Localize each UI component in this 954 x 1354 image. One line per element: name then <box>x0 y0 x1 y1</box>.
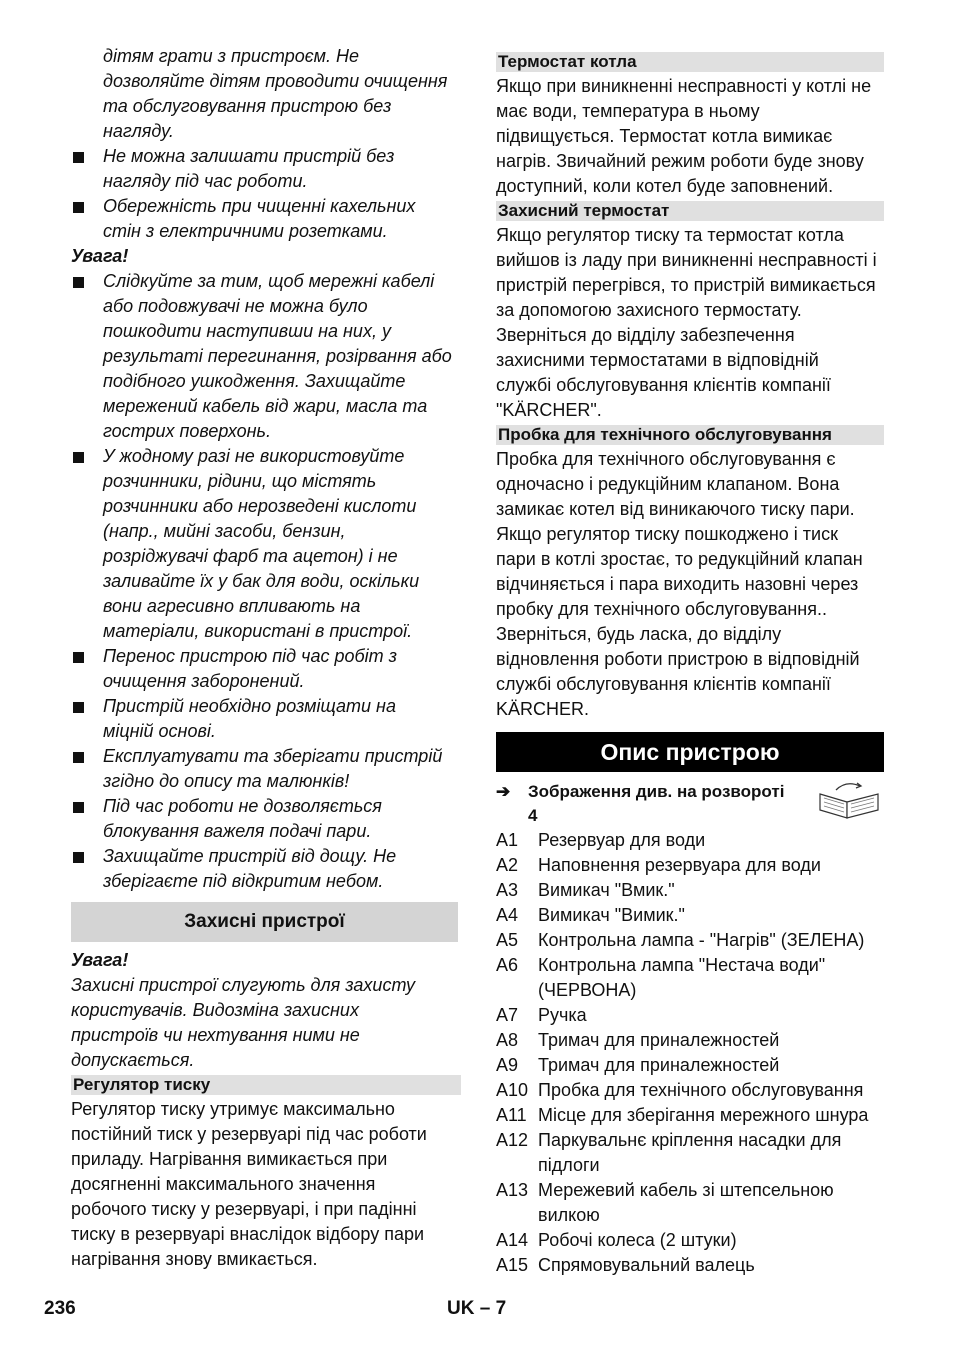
item-code: A4 <box>496 905 519 925</box>
text-line: Зверніться до відділу забезпечення <box>496 325 795 345</box>
item-description <box>538 878 884 903</box>
text-line: зберігаєте під відкритим небом. <box>103 871 384 891</box>
text-line: пошкодити наступивши на них, у <box>103 321 391 341</box>
text-line: Не можна залишати пристрій без <box>103 146 395 166</box>
text-line: Пробка для технічного обслуговування <box>538 1080 864 1100</box>
bullet-item <box>71 794 461 844</box>
text-line: захисними термостатами в відповідній <box>496 350 819 370</box>
text-line: Пробка для технічного обслуговування є <box>496 449 836 469</box>
text-line: Якщо регулятор тиску пошкоджено і тиск <box>496 524 838 544</box>
list-item <box>496 1028 884 1053</box>
text-line: Тримач для приналежностей <box>538 1055 780 1075</box>
right-column <box>496 44 884 1278</box>
bullet-item <box>71 444 461 644</box>
text-line: Мережевий кабель зі штепсельною <box>538 1180 834 1200</box>
text-line: міцній основі. <box>103 721 216 741</box>
text-line: розчинники або нерозведені кислоти <box>103 496 417 516</box>
text-line: пари в котлі зростає, то редукційний клапан <box>496 549 863 569</box>
item-code: A14 <box>496 1230 529 1250</box>
text-line: підвищується. Термостат котла вимикає <box>496 126 833 146</box>
square-bullet-icon <box>73 152 84 163</box>
text-line: розчинники, рідини, що містять <box>103 471 377 491</box>
bullet-item <box>71 844 461 894</box>
square-bullet-icon <box>73 277 84 288</box>
text-line: Робочі колеса (2 штуки) <box>538 1230 737 1250</box>
list-item <box>496 928 884 953</box>
text-line: Слідкуйте за тим, щоб мережні кабелі <box>103 271 435 291</box>
bullet-item <box>71 194 461 244</box>
subheading-maintenance-plug: Пробка для технічного обслуговування <box>496 425 884 445</box>
text-line: Експлуатувати та зберігати пристрій <box>103 746 443 766</box>
square-bullet-icon <box>73 702 84 713</box>
list-item <box>496 1128 884 1178</box>
text-line: відчиняється і пара виходить назовні через <box>496 574 859 594</box>
text-line: Обережність при чищенні кахельних <box>103 196 416 216</box>
item-code: A2 <box>496 855 519 875</box>
pressure-regulator-text <box>71 1097 461 1272</box>
text-line: службі обслуговування клієнтів компанії <box>496 674 831 694</box>
list-item <box>496 853 884 878</box>
text-line: Контрольна лампа "Нестача води" <box>538 955 826 975</box>
subheading-boiler-thermostat: Термостат котла <box>496 52 884 72</box>
item-description <box>538 903 884 928</box>
text-line: 4 <box>528 806 538 825</box>
square-bullet-icon <box>73 752 84 763</box>
text-line: пристроїв чи нехтування ними не <box>71 1025 360 1045</box>
item-description <box>538 1003 884 1028</box>
text-line: Спрямовувальний валець <box>538 1255 755 1275</box>
see-illustration-note <box>496 780 884 828</box>
list-item <box>496 1178 884 1228</box>
text-line: пробку для технічного обслуговування.. <box>496 599 827 619</box>
text-line: Якщо при виникненні несправності у котлі не <box>496 76 872 96</box>
text-line: KÄRCHER. <box>496 699 590 719</box>
page-number: 236 <box>44 1298 76 1319</box>
text-line: Перенос пристрою під час робіт з <box>103 646 397 666</box>
text-line: доступний, коли котел буде заповнений. <box>496 176 834 196</box>
text-line: Паркувальнє кріплення насадки для <box>538 1130 842 1150</box>
text-line: Місце для зберігання мережного шнура <box>538 1105 869 1125</box>
text-line: досягненні максимального значення <box>71 1174 376 1194</box>
arrow-right-icon: ➔ <box>496 782 511 801</box>
text-line: очищення заборонений. <box>103 671 305 691</box>
text-line: нагрів. Звичайний режим роботи буде знову <box>496 151 864 171</box>
text-line: Контрольна лампа - "Нагрів" (ЗЕЛЕНА) <box>538 930 865 950</box>
item-description <box>538 1253 884 1278</box>
text-line: Наповнення резервуара для води <box>538 855 821 875</box>
text-line: У жодному разі не використовуйте <box>103 446 405 466</box>
subheading-safety-thermostat: Захисний термостат <box>496 201 884 221</box>
item-description <box>538 1103 884 1128</box>
section-heading-device-description: Опис пристрою <box>496 732 884 772</box>
text-line: розріджувачі фарб та ацетон) і не <box>103 546 398 566</box>
item-description <box>538 953 884 1003</box>
text-line: (ЧЕРВОНА) <box>538 980 637 1000</box>
item-description <box>538 1078 884 1103</box>
item-code: A15 <box>496 1255 529 1275</box>
bullet-item <box>71 269 461 444</box>
text-line: дозволяйте дітям проводити очищення <box>103 71 448 91</box>
item-description <box>538 828 884 853</box>
item-description <box>538 1178 884 1228</box>
text-line: вийшов із ладу при виникненні несправності і <box>496 250 877 270</box>
text-line: нагляду. <box>103 121 174 141</box>
text-line: мережений кабель від жари, масла та <box>103 396 428 416</box>
text-line: блокування важеля подачі пари. <box>103 821 372 841</box>
bullet-item <box>71 694 461 744</box>
text-line: має води, температура в ньому <box>496 101 760 121</box>
list-item <box>496 1253 884 1278</box>
text-line: подібного ушкодження. Захищайте <box>103 371 406 391</box>
item-description <box>538 853 884 878</box>
item-code: A8 <box>496 1030 519 1050</box>
text-line: Захисні пристрої слугують для захисту <box>71 975 416 995</box>
list-item <box>496 828 884 853</box>
list-item <box>496 1053 884 1078</box>
intro-text <box>71 44 461 144</box>
text-line: пристрій перегрівся, то пристрій вимикається <box>496 275 876 295</box>
item-code: A5 <box>496 930 519 950</box>
item-code: A3 <box>496 880 519 900</box>
text-line: та обслуговування пристрою без <box>103 96 392 116</box>
text-line: службі обслуговування клієнтів компанії <box>496 375 831 395</box>
item-code: A13 <box>496 1180 529 1200</box>
text-line: (напр., мийні засоби, бензин, <box>103 521 346 541</box>
item-code: A6 <box>496 955 519 975</box>
square-bullet-icon <box>73 802 84 813</box>
text-line: Вимикач "Вмик." <box>538 880 675 900</box>
text-line: Захищайте пристрій від дощу. Не <box>103 846 397 866</box>
text-line: матеріали, використані в пристрої. <box>103 621 413 641</box>
text-line: Якщо регулятор тиску та термостат котла <box>496 225 844 245</box>
text-line: постійний тиск у резервуарі під час роботи <box>71 1124 427 1144</box>
text-line: заливайте їх у бак для води, оскільки <box>103 571 420 591</box>
caution-label: Увага! <box>71 950 129 970</box>
list-item <box>496 1078 884 1103</box>
text-line: користувачів. Видозміна захисних <box>71 1000 359 1020</box>
text-line: відновлення роботи пристрою в відповідній <box>496 649 860 669</box>
list-item <box>496 903 884 928</box>
text-line: підлоги <box>538 1155 600 1175</box>
list-item <box>496 1103 884 1128</box>
text-line: Вимикач "Вимик." <box>538 905 685 925</box>
item-code: A7 <box>496 1005 519 1025</box>
text-line: нагрівання знову вмикається. <box>71 1249 318 1269</box>
item-code: A10 <box>496 1080 529 1100</box>
boiler-thermostat-text <box>496 74 884 199</box>
text-line: Зверніться, будь ласка, до відділу <box>496 624 782 644</box>
subheading-pressure-regulator: Регулятор тиску <box>71 1075 461 1095</box>
text-line: Резервуар для води <box>538 830 706 850</box>
item-description <box>538 928 884 953</box>
text-line: згідно до опису та малюнків! <box>103 771 350 791</box>
list-item <box>496 1003 884 1028</box>
bullet-item <box>71 144 461 194</box>
text-line: Зображення див. на розвороті <box>528 782 785 801</box>
text-line: вони агресивно впливають на <box>103 596 361 616</box>
bullet-list <box>71 144 461 244</box>
bullet-item <box>71 644 461 694</box>
text-line: нагляду під час роботи. <box>103 171 308 191</box>
square-bullet-icon <box>73 852 84 863</box>
text-line: гострих поверхонь. <box>103 421 272 441</box>
text-line: тиску в резервуарі внаслідок відбору пари <box>71 1224 425 1244</box>
caution-text <box>71 973 461 1073</box>
text-line: допускається. <box>71 1050 195 1070</box>
item-description <box>538 1053 884 1078</box>
text-line: Тримач для приналежностей <box>538 1030 780 1050</box>
text-line: Пристрій необхідно розміщати на <box>103 696 396 716</box>
text-line: приладу. Нагрівання вимикається при <box>71 1149 388 1169</box>
square-bullet-icon <box>73 652 84 663</box>
caution-label: Увага! <box>71 246 129 266</box>
text-line: результаті перегинання, розірвання або <box>103 346 452 366</box>
maintenance-plug-text <box>496 447 884 722</box>
safety-thermostat-text <box>496 223 884 423</box>
open-book-icon <box>816 780 882 820</box>
text-line: "KÄRCHER". <box>496 400 602 420</box>
list-item <box>496 878 884 903</box>
bullet-list <box>71 269 461 894</box>
bullet-item <box>71 744 461 794</box>
item-description <box>538 1128 884 1178</box>
left-column <box>71 44 461 1272</box>
text-line: Під час роботи не дозволяється <box>103 796 382 816</box>
item-code: A11 <box>496 1105 527 1125</box>
text-line: за допомогою захисного термостату. <box>496 300 802 320</box>
text-line: або подовжувачі не можна було <box>103 296 368 316</box>
section-code: UK – 7 <box>447 1298 507 1319</box>
item-description <box>538 1028 884 1053</box>
text-line: дітям грати з пристроєм. Не <box>103 46 359 66</box>
text-line: вилкою <box>538 1205 600 1225</box>
text-line: Регулятор тиску утримує максимально <box>71 1099 395 1119</box>
item-code: A9 <box>496 1055 519 1075</box>
item-code: A12 <box>496 1130 529 1150</box>
text-line: стін з електричними розетками. <box>103 221 388 241</box>
list-item <box>496 1228 884 1253</box>
item-description <box>538 1228 884 1253</box>
text-line: замикає котел від виникаючого тиску пари. <box>496 499 855 519</box>
item-code: A1 <box>496 830 519 850</box>
text-line: Ручка <box>538 1005 587 1025</box>
text-line: робочого тиску у резервуарі, і при падінні <box>71 1199 417 1219</box>
square-bullet-icon <box>73 202 84 213</box>
section-heading-protective-devices: Захисні пристрої <box>71 902 458 942</box>
square-bullet-icon <box>73 452 84 463</box>
list-item <box>496 953 884 1003</box>
component-list <box>496 828 884 1278</box>
text-line: одночасно і редукційним клапаном. Вона <box>496 474 840 494</box>
